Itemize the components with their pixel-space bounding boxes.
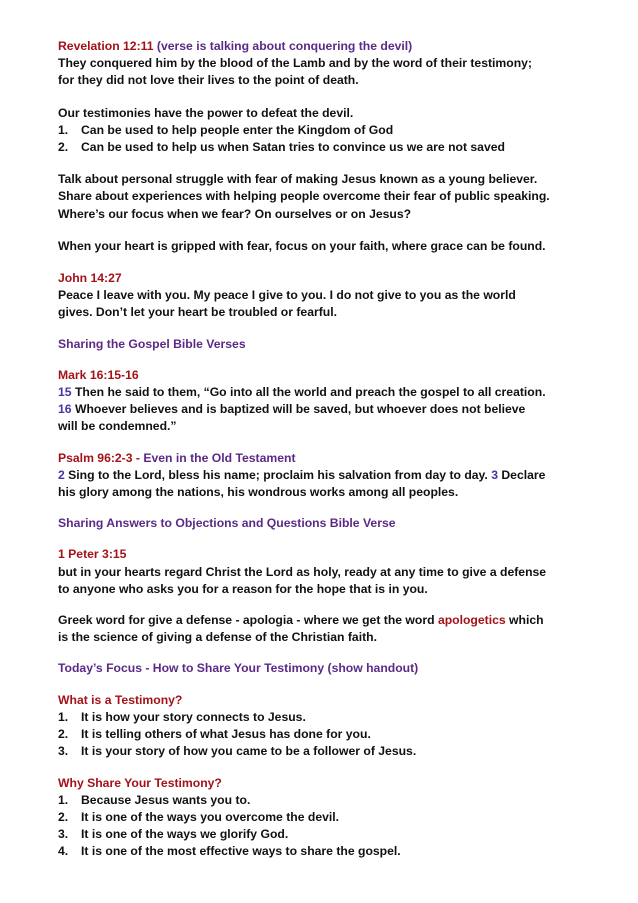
objections-heading: Sharing Answers to Objections and Questions Bible Verse xyxy=(58,516,396,531)
verse-number: 2 xyxy=(58,467,65,482)
mark-ref: Mark 16:15-16 xyxy=(58,367,139,382)
gospel-heading: Sharing the Gospel Bible Verses xyxy=(58,336,246,351)
why-heading: Why Share Your Testimony? xyxy=(58,775,222,790)
apologetics-term: apologetics xyxy=(437,613,506,628)
greek-line-1: Greek word for give a defense - apologia - where we get the word apologetics which xyxy=(58,613,544,628)
why-item: 1. Because Jesus wants you to. xyxy=(58,792,251,807)
psalm-ref: Psalm 96:2-3 - xyxy=(58,450,144,465)
mark-verse-16: 16 Whoever believes and is baptized will be saved, but whoever does not believe xyxy=(58,402,526,417)
peter-ref: 1 Peter 3:15 xyxy=(58,547,127,562)
psalm-verse-2: 2 Sing to the Lord, bless his name; proclaim his salvation from day to day. 3 Declare xyxy=(58,467,546,482)
verse-number: 15 xyxy=(58,385,72,400)
psalm-note: Even in the Old Testament xyxy=(143,450,296,465)
talk-line-1: Talk about personal struggle with fear of making Jesus known as a young believer. xyxy=(58,172,538,187)
why-item: 4. It is one of the most effective ways to share the gospel. xyxy=(58,844,401,859)
greek-line-2: is the science of giving a defense of the Christian faith. xyxy=(58,630,377,645)
mark-verse-15: 15 Then he said to them, “Go into all the world and preach the gospel to all creation. xyxy=(58,385,546,400)
what-item: 3. It is your story of how you came to be a follower of Jesus. xyxy=(58,744,417,759)
what-heading: What is a Testimony? xyxy=(58,692,183,707)
mark-verse-16-cont: will be condemned.” xyxy=(58,419,177,434)
why-item: 2. It is one of the ways you overcome the devil. xyxy=(58,809,340,824)
power-intro: Our testimonies have the power to defeat the devil. xyxy=(58,105,354,120)
verse-number: 16 xyxy=(58,402,72,417)
revelation-line-1: They conquered him by the blood of the Lamb and by the word of their testimony; xyxy=(58,56,532,71)
verse-number: 3 xyxy=(491,467,498,482)
john-line-1: Peace I leave with you. My peace I give to you. I do not give to you as the world xyxy=(58,288,516,303)
talk-line-2: Share about experiences with helping people overcome their fear of public speaking. xyxy=(58,189,550,204)
psalm-verse-3-cont: his glory among the nations, his wondrous works among all peoples. xyxy=(58,485,459,500)
power-item: 2. Can be used to help us when Satan tries to convince us we are not saved xyxy=(58,140,505,155)
peter-line-1: but in your hearts regard Christ the Lord as holy, ready at any time to give a defense xyxy=(58,564,547,579)
document-page xyxy=(58,38,618,861)
power-item: 1. Can be used to help people enter the Kingdom of God xyxy=(58,122,394,137)
what-item: 2. It is telling others of what Jesus has done for you. xyxy=(58,727,371,742)
psalm-heading xyxy=(58,450,618,467)
revelation-line-2: for they did not love their lives to the point of death. xyxy=(58,73,359,88)
focus-heading: Today’s Focus - How to Share Your Testimony (show handout) xyxy=(58,661,419,676)
revelation-heading xyxy=(58,38,618,55)
what-item: 1. It is how your story connects to Jesus. xyxy=(58,709,306,724)
talk-line-3: Where’s our focus when we fear? On ourselves or on Jesus? xyxy=(58,206,412,221)
john-ref: John 14:27 xyxy=(58,271,122,286)
john-line-2: gives. Don’t let your heart be troubled or fearful. xyxy=(58,305,337,320)
revelation-note: (verse is talking about conquering the devil) xyxy=(153,39,413,53)
why-item: 3. It is one of the ways we glorify God. xyxy=(58,827,289,842)
peter-line-2: to anyone who asks you for a reason for the hope that is in you. xyxy=(58,581,428,596)
revelation-ref: Revelation 12:11 xyxy=(58,39,154,53)
heart-line: When your heart is gripped with fear, focus on your faith, where grace can be found. xyxy=(58,238,546,253)
